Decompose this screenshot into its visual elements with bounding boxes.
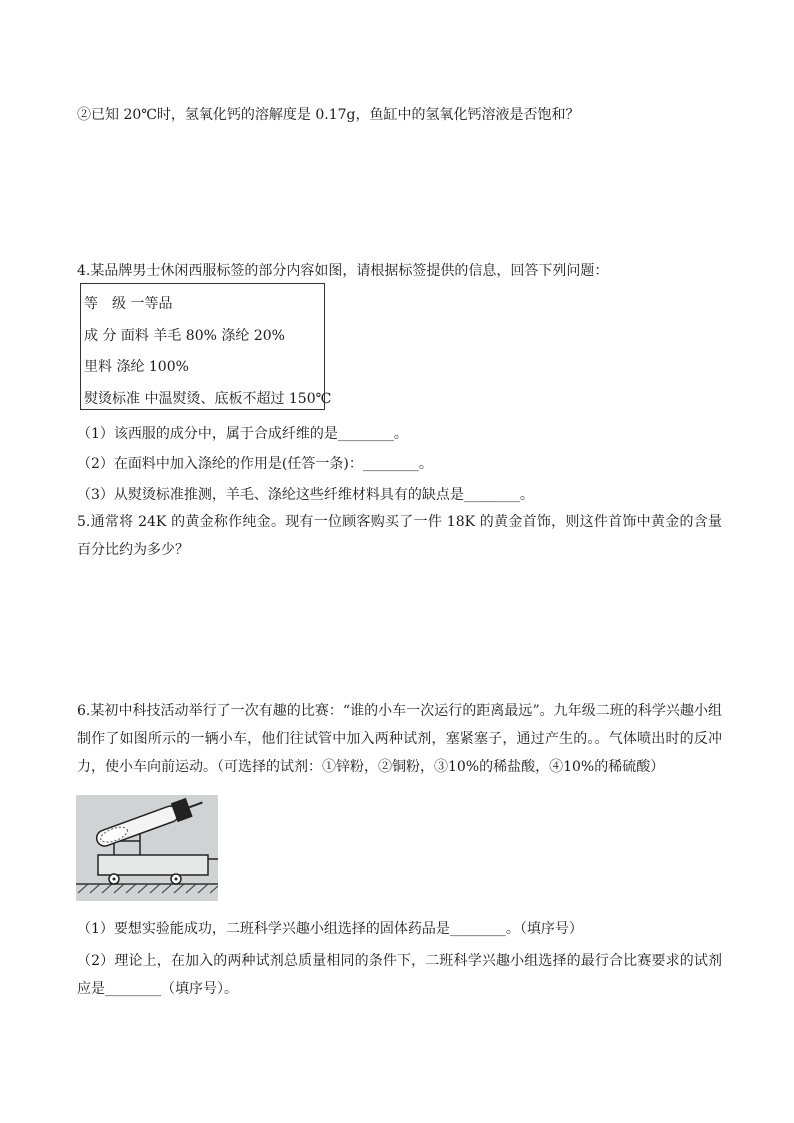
q4-sub3: （3）从熨烫标准推测，羊毛、涤纶这些纤维材料具有的缺点是________。 (77, 487, 534, 503)
q6-text: 6.某初中科技活动举行了一次有趣的比赛：“谁的小车一次运行的距离最远”。九年级二班的科学兴趣小组制作了如图所示的一辆小车，他们往试管中加入两种试剂，塞紧塞子，通过产生的。。气体喷出时的反冲力，使小车向前运动。（可选择的试剂：①锌粉，②铜粉，③10%的稀盐酸，④10%的稀硫酸） (77, 703, 722, 775)
q4-sub1: （1）该西服的成分中，属于合成纤维的是________。 (77, 426, 408, 442)
q6-sub2: （2）理论上，在加入的两种试剂总质量相同的条件下，二班科学兴趣小组选择的最行合比赛要求的试剂应是________（填序号）。 (77, 953, 722, 997)
garment-label-box (80, 283, 332, 410)
q3-sub2: ②已知 20℃时，氢氧化钙的溶解度是 0.17g，鱼缸中的氢氧化钙溶液是否饱和？ (77, 107, 580, 123)
label-line-grade: 等 级 一等品 (84, 296, 173, 312)
toy-car-figure (76, 795, 218, 901)
q6-sub1: （1）要想实验能成功，二班科学兴趣小组选择的固体药品是________。（填序号） (77, 921, 583, 937)
q5-text: 5.通常将 24K 的黄金称作纯金。现有一位顾客购买了一件 18K 的黄金首饰，则这件首饰中黄金的含量百分比约为多少？ (77, 514, 722, 558)
label-line-ironing: 熨烫标准 中温熨烫、底板不超过 150℃ (84, 391, 332, 407)
label-line-lining: 里料 涤纶 100% (84, 359, 189, 375)
q4-sub2: （2）在面料中加入涤纶的作用是(任答一条)：________。 (77, 456, 433, 472)
q4-stem: 4.某品牌男士休闲西服标签的部分内容如图，请根据标签提供的信息，回答下列问题： (77, 263, 609, 279)
label-line-fabric: 成 分 面料 羊毛 80% 涤纶 20% (84, 328, 285, 344)
